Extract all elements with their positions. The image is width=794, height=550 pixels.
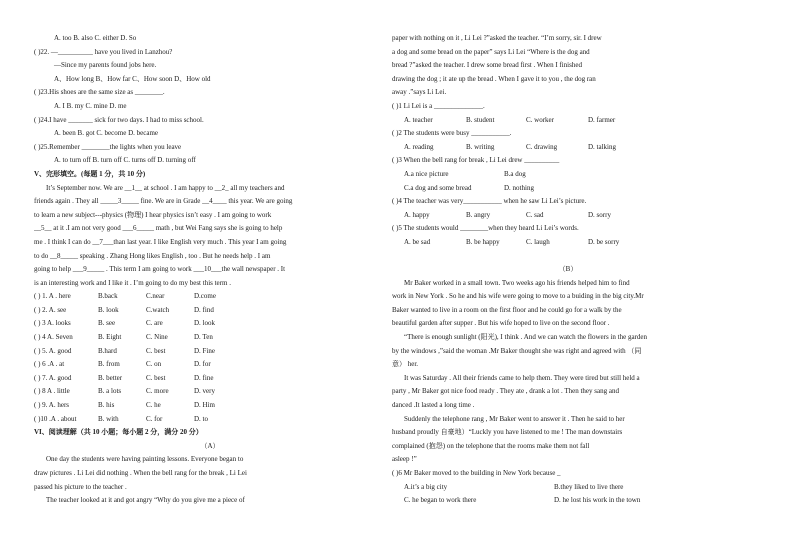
section-5-title: V、完形填空。(每题 1 分，共 10 分)	[34, 169, 146, 178]
passage-line: One day the students were having painting lessons. Everyone began to	[46, 455, 244, 464]
cloze-option: D. very	[194, 387, 215, 396]
option: B. writing	[466, 142, 495, 151]
cloze-num: ( ) 3 A. looks	[34, 319, 71, 328]
cloze-option: B. a lots	[98, 387, 122, 396]
options-row	[392, 168, 744, 182]
cloze-option: B. from	[98, 360, 120, 369]
passage-line: drawing the dog ; it ate up the bread . When I gave it to you , the dog ran	[392, 74, 596, 83]
cloze-num: ( ) 8 A . little	[34, 387, 70, 396]
right-column	[392, 32, 744, 508]
passage-line: by the windows ,”said the woman .Mr Baker thought she was right and agreed with （同	[392, 346, 642, 355]
cloze-option: B. his	[98, 401, 115, 410]
passage-line: beautiful garden after supper . But his wife hoped to live on the second floor .	[392, 319, 610, 328]
passage-line: passed his picture to the teacher .	[34, 482, 127, 491]
cloze-item	[34, 331, 386, 345]
part-b-label: （B）	[558, 265, 578, 274]
option: D. he lost his work in the town	[554, 496, 641, 505]
passage-line: Baker wanted to live in a room on the first floor and he could go for a walk by the	[392, 305, 622, 314]
question-5: ( )5 The students would ________when they heard Li Lei’s words.	[392, 224, 579, 233]
cloze-option: B. look	[98, 305, 119, 314]
cloze-option: B.hard	[98, 346, 117, 355]
cloze-item	[34, 413, 386, 427]
cloze-option: D. Ten	[194, 333, 213, 342]
left-column	[34, 32, 386, 508]
cloze-num: ( )10 .A . about	[34, 414, 77, 423]
cloze-option: D. for	[194, 360, 211, 369]
passage-line: away .”says Li Lei.	[392, 88, 447, 97]
text-line: A. been B. got C. become D. became	[54, 129, 158, 138]
cloze-item	[34, 304, 386, 318]
passage-line: friends again . They all _____3_____ fine. We are in Grade __4____ this year. We are going	[34, 197, 293, 206]
option: B. be happy	[466, 237, 500, 246]
part-a-label: （A）	[200, 441, 220, 450]
question-22: ( )22. —__________ have you lived in Lanzhou?	[34, 47, 173, 56]
cloze-num: ( ) 9. A. hers	[34, 401, 69, 410]
options-row	[392, 494, 744, 508]
passage-line: husband proudly 自豪地）“Luckly you have listened to me ! The man downstairs	[392, 428, 623, 437]
option: C. worker	[526, 115, 554, 124]
options-row	[392, 182, 744, 196]
option: A. teacher	[404, 115, 433, 124]
section-6-title: VI、阅读理解（共 10 小题；每小题 2 分，满分 20 分）	[34, 428, 203, 437]
option: A.it’s a big city	[404, 482, 448, 491]
passage-line: bread ?”asked the teacher. I drew some bread first . When I finished	[392, 61, 582, 70]
cloze-option: B. Eight	[98, 333, 122, 342]
question-25: ( )25.Remember ________the lights when you leave	[34, 142, 182, 151]
passage-line: The teacher looked at it and got angry “Why do you give me a piece of	[46, 496, 245, 505]
cloze-item	[34, 317, 386, 331]
cloze-item	[34, 372, 386, 386]
cloze-option: D. fine	[194, 373, 214, 382]
passage-line: complained (抱怨) on the telephone that the rooms make them not fall	[392, 441, 590, 450]
cloze-item	[34, 345, 386, 359]
option: B.they liked to live there	[554, 482, 624, 491]
option: C. he began to work there	[404, 496, 477, 505]
passage-line: to do __8_____ speaking . Zhang Hong likes English , too . But he needs help . I am	[34, 251, 271, 260]
option: C. drawing	[526, 142, 558, 151]
cloze-option: B. with	[98, 414, 119, 423]
option: B. angry	[466, 210, 491, 219]
cloze-option: C. for	[146, 414, 163, 423]
cloze-option: C. best	[146, 346, 166, 355]
passage-line: __5__ at it .I am not very good ___6_____ math , but Wei Fang says she is going to help	[34, 224, 283, 233]
passage-line: asleep !”	[392, 455, 417, 464]
options-row	[392, 481, 744, 495]
passage-line: to learn a new subject---physics (物理) I hear physics isn’t easy . I am going to work	[34, 210, 272, 219]
option: C. sad	[526, 210, 544, 219]
text-line: A. I B. my C. mine D. me	[54, 101, 127, 110]
question-23: ( )23.His shoes are the same size as ________.	[34, 88, 165, 97]
cloze-num: ( ) 1. A . here	[34, 292, 71, 301]
options-row	[392, 141, 744, 155]
text-line: A. to turn off B. turn off C. turns off D. turning off	[54, 156, 196, 165]
passage-line: It’s September now. We are __1__ at school . I am happy to __2_ all my teachers and	[46, 183, 285, 192]
question-1: ( )1 Li Lei is a ______________.	[392, 101, 485, 110]
passage-line: “There is enough sunlight (阳光), I think . And we can watch the flowers in the garden	[404, 333, 647, 342]
option: B. student	[466, 115, 495, 124]
cloze-item	[34, 358, 386, 372]
cloze-option: C. Nine	[146, 333, 168, 342]
cloze-option: C.near	[146, 292, 165, 301]
cloze-option: B.back	[98, 292, 118, 301]
cloze-num: ( ) 6 .A . at	[34, 360, 65, 369]
passage-line: Mr Baker worked in a small town. Two weeks ago his friends helped him to find	[404, 278, 630, 287]
passage-line: me . I think I can do __7___than last year. I like English very much . This year I am going	[34, 237, 287, 246]
passage-line: It was Saturday . All their friends came to help them. They were tired but still held a	[404, 373, 640, 382]
cloze-option: C. more	[146, 387, 169, 396]
cloze-option: C. best	[146, 373, 166, 382]
option: A. reading	[404, 142, 434, 151]
option: A. be sad	[404, 237, 431, 246]
option: D. sorry	[588, 210, 611, 219]
passage-line: paper with nothing on it , Li Lei ?”asked the teacher. “I’m sorry, sir. I drew	[392, 34, 602, 42]
cloze-num: ( ) 4 A. Seven	[34, 333, 73, 342]
option: A.a nice picture	[404, 169, 449, 178]
cloze-item	[34, 385, 386, 399]
question-6: ( )6 Mr Baker moved to the building in New York because _	[392, 469, 561, 477]
cloze-option: D.come	[194, 292, 216, 301]
option: D. farmer	[588, 115, 616, 124]
passage-line: work in New York . So he and his wife were going to move to a buiding in the big city.Mr	[392, 292, 644, 301]
cloze-num: ( ) 2. A. see	[34, 305, 67, 314]
passage-line: a dog and some bread on the paper” says Li Lei “Where is the dog and	[392, 47, 590, 56]
cloze-option: C. are	[146, 319, 163, 328]
option: D. talking	[588, 142, 616, 151]
cloze-item	[34, 290, 386, 304]
cloze-option: D. Fine	[194, 346, 215, 355]
cloze-option: D. find	[194, 305, 214, 314]
text-line: —Since my parents found jobs here.	[54, 61, 157, 70]
spacer	[392, 250, 744, 264]
options-row	[392, 114, 744, 128]
question-24: ( )24.I have _______ sick for two days. I had to miss school.	[34, 115, 204, 124]
option: B.a dog	[504, 169, 526, 178]
cloze-option: C. he	[146, 401, 161, 410]
question-4: ( )4 The teacher was very___________ when he saw Li Lei’s picture.	[392, 197, 587, 206]
option: C. laugh	[526, 237, 550, 246]
question-2: ( )2 The students were busy ___________.	[392, 129, 512, 138]
cloze-option: B. better	[98, 373, 123, 382]
text-line: A. too B. also C. either D. So	[54, 34, 137, 42]
cloze-option: D. to	[194, 414, 208, 423]
cloze-option: B. see	[98, 319, 116, 328]
cloze-option: D. Him	[194, 401, 215, 410]
passage-line: is an interesting work and I like it . I’m going to do my best this term .	[34, 278, 231, 287]
option: D. nothing	[504, 183, 534, 192]
options-row	[392, 236, 744, 250]
passage-line: party , Mr Baker got nice food ready . They ate , drank a lot . Then they sang and	[392, 387, 619, 396]
text-line: A、How long B、How far C、How soon D、How old	[54, 74, 211, 83]
options-row	[392, 209, 744, 223]
option: A. happy	[404, 210, 430, 219]
cloze-item	[34, 399, 386, 413]
cloze-option: C.watch	[146, 305, 170, 314]
cloze-option: C. on	[146, 360, 162, 369]
cloze-num: ( ) 7. A. good	[34, 373, 72, 382]
passage-line: Suddenly the telephone rang , Mr Baker went to answer it . Then he said to her	[404, 414, 625, 423]
passage-line: danced .It lasted a long time .	[392, 401, 475, 410]
passage-line: 意） her.	[392, 360, 419, 369]
passage-line: going to help ___9_____ . This term I am going to work ___10___the wall newspaper . It	[34, 265, 286, 274]
question-3: ( )3 When the bell rang for break , Li Lei drew __________	[392, 156, 560, 165]
passage-line: draw pictures . Li Lei did nothing . When the bell rang for the break , Li Lei	[34, 469, 247, 477]
cloze-option: D. look	[194, 319, 215, 328]
option: D. be sorry	[588, 237, 620, 246]
option: C.a dog and some bread	[404, 183, 472, 192]
cloze-num: ( ) 5. A. good	[34, 346, 72, 355]
